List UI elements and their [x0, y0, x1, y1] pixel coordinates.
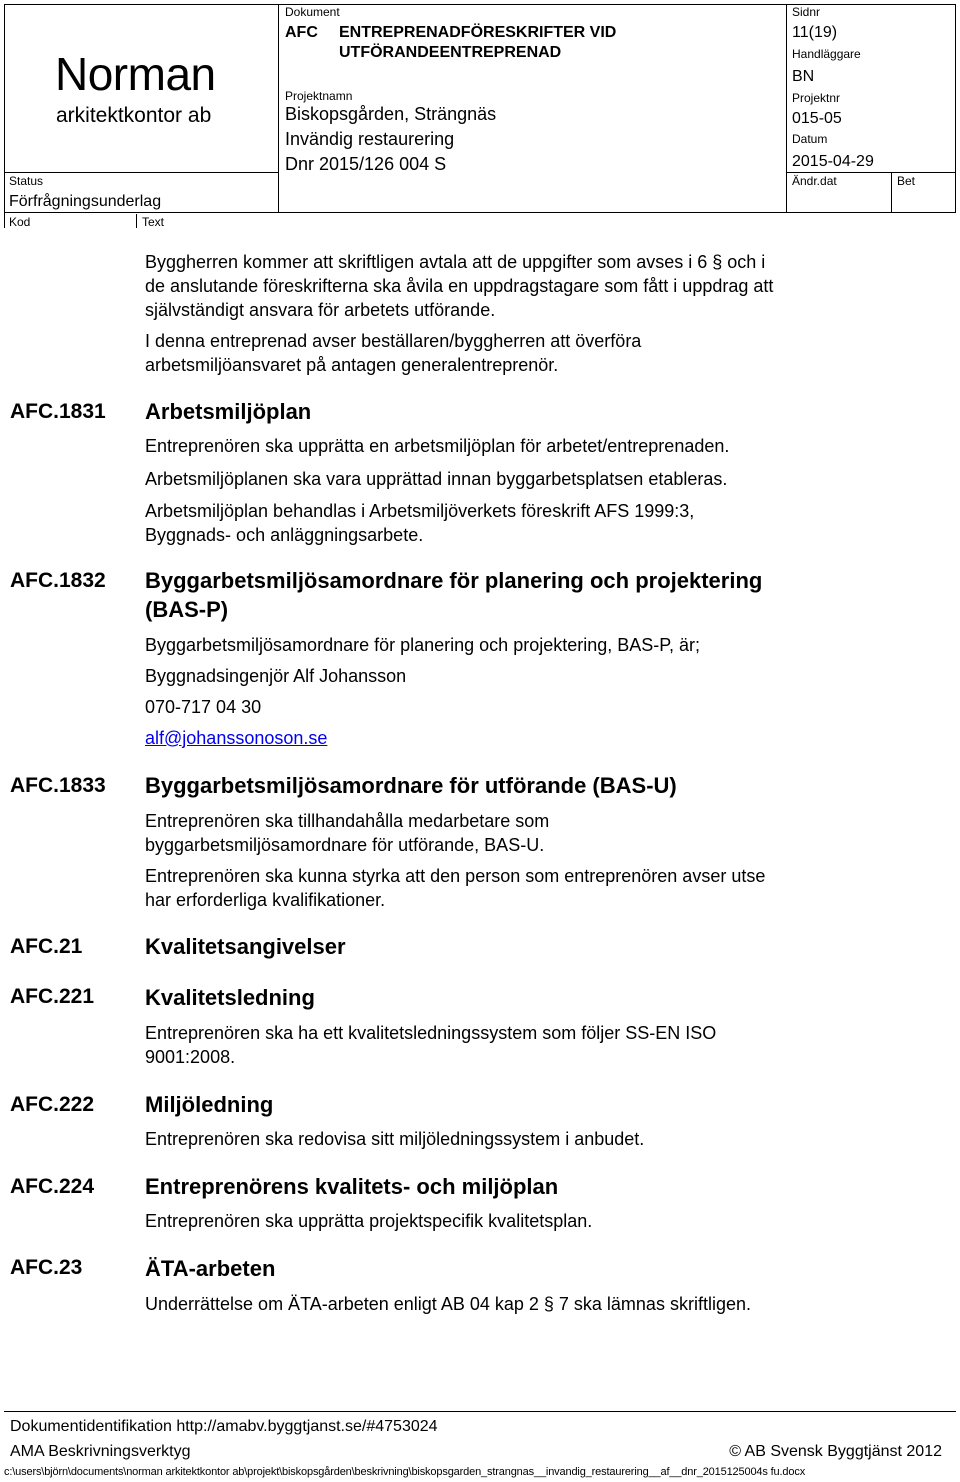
- footer-file-path: c:\users\björn\documents\norman arkitektkontor ab\projekt\biskopsgården\beskrivning\biskopsgarden_strangnas__invandig_restaurering__af__dnr_2015125004s fu.docx: [4, 1466, 806, 1478]
- dokument-label: Dokument: [285, 5, 340, 19]
- projektnr-label: Projektnr: [792, 91, 841, 105]
- section-code-21: AFC.21: [10, 935, 83, 958]
- logo-name: Norman: [55, 48, 216, 100]
- section-code-222: AFC.222: [10, 1093, 95, 1116]
- section-title-224: Entreprenörens kvalitets- och miljöplan: [145, 1174, 559, 1199]
- kod-label: Kod: [9, 215, 31, 229]
- section-code-1832: AFC.1832: [10, 569, 106, 592]
- section-title-1832: Byggarbetsmiljösamordnare för planering och projektering (BAS-P): [145, 568, 763, 622]
- sidnr-label: Sidnr: [792, 5, 821, 19]
- text-label: Text: [142, 215, 165, 229]
- section-code-224: AFC.224: [10, 1175, 95, 1198]
- projektnamn-line1: Biskopsgården, Strängnäs: [285, 104, 497, 124]
- section-1832-p2: Byggnadsingenjör Alf Johansson: [145, 666, 407, 686]
- section-1832-p1: Byggarbetsmiljösamordnare för planering och projektering, BAS-P, är;: [145, 635, 700, 655]
- section-224-p1: Entreprenören ska upprätta projektspecifik kvalitetsplan.: [145, 1211, 593, 1231]
- section-title-222: Miljöledning: [145, 1092, 274, 1117]
- projektnamn-label: Projektnamn: [285, 89, 353, 103]
- sidnr-value: 11(19): [792, 24, 838, 41]
- footer-tool: AMA Beskrivningsverktyg: [10, 1443, 191, 1460]
- dokument-code: AFC: [285, 24, 318, 41]
- email-link[interactable]: alf@johanssonoson.se: [145, 728, 328, 748]
- dokument-title-line2: UTFÖRANDEENTREPRENAD: [339, 44, 562, 61]
- section-222-p1: Entreprenören ska redovisa sitt miljöledningssystem i anbudet.: [145, 1129, 645, 1149]
- section-23-p1: Underrättelse om ÄTA-arbeten enligt AB 04 kap 2 § 7 ska lämnas skriftligen.: [145, 1294, 751, 1314]
- projektnr-value: 015-05: [792, 110, 842, 127]
- intro-paragraph-1: Byggherren kommer att skriftligen avtala att de uppgifter som avses i 6 § och i de anslutande föreskrifterna ska åvila en uppdragstagare som fått i uppdrag att självständigt ansvara för arbetets utförande.: [145, 252, 774, 320]
- section-1833-p2: Entreprenören ska kunna styrka att den person som entreprenören avser utse har erforderliga kvalifikationer.: [145, 866, 766, 910]
- section-code-221: AFC.221: [10, 985, 95, 1008]
- section-code-1831: AFC.1831: [10, 400, 106, 423]
- section-title-21: Kvalitetsangivelser: [145, 934, 346, 959]
- section-title-1833: Byggarbetsmiljösamordnare för utförande (BAS-U): [145, 773, 677, 798]
- handlaggare-value: BN: [792, 68, 815, 85]
- section-1832-p3: 070-717 04 30: [145, 697, 262, 717]
- section-code-1833: AFC.1833: [10, 774, 106, 797]
- projektnamn-line2: Invändig restaurering: [285, 129, 455, 149]
- section-221-p1: Entreprenören ska ha ett kvalitetsledningssystem som följer SS-EN ISO 9001:2008.: [145, 1023, 717, 1067]
- intro-paragraph-2: I denna entreprenad avser beställaren/byggherren att överföra arbetsmiljöansvaret på antagen generalentreprenör.: [145, 331, 642, 375]
- handlaggare-label: Handläggare: [792, 47, 861, 61]
- footer-copyright: © AB Svensk Byggtjänst 2012: [729, 1443, 942, 1460]
- section-title-221: Kvalitetsledning: [145, 985, 315, 1010]
- datum-value: 2015-04-29: [792, 153, 874, 170]
- datum-label: Datum: [792, 132, 828, 146]
- logo-subtitle: arkitektkontor ab: [56, 104, 212, 127]
- bet-label: Bet: [897, 174, 916, 188]
- andrdat-label: Ändr.dat: [792, 174, 837, 188]
- status-label: Status: [9, 174, 44, 188]
- section-1831-p2: Arbetsmiljöplanen ska vara upprättad innan byggarbetsplatsen etableras.: [145, 469, 728, 489]
- dokument-title-line1: ENTREPRENADFÖRESKRIFTER VID: [339, 24, 617, 41]
- section-1832-email-wrap: [145, 726, 327, 750]
- section-1833-p1: Entreprenören ska tillhandahålla medarbetare som byggarbetsmiljösamordnare för utförande, BAS-U.: [145, 811, 550, 855]
- section-code-23: AFC.23: [10, 1256, 83, 1279]
- projektnamn-line3: Dnr 2015/126 004 S: [285, 154, 447, 174]
- section-1831-p3: Arbetsmiljöplan behandlas i Arbetsmiljöverkets föreskrift AFS 1999:3, Byggnads- och anläggningsarbete.: [145, 501, 695, 545]
- section-title-1831: Arbetsmiljöplan: [145, 399, 312, 424]
- footer-doc-id: Dokumentidentifikation http://amabv.byggtjanst.se/#4753024: [10, 1418, 438, 1435]
- status-value: Förfrågningsunderlag: [9, 193, 162, 210]
- section-title-23: ÄTA-arbeten: [145, 1256, 276, 1281]
- section-1831-p1: Entreprenören ska upprätta en arbetsmiljöplan för arbetet/entreprenaden.: [145, 436, 730, 456]
